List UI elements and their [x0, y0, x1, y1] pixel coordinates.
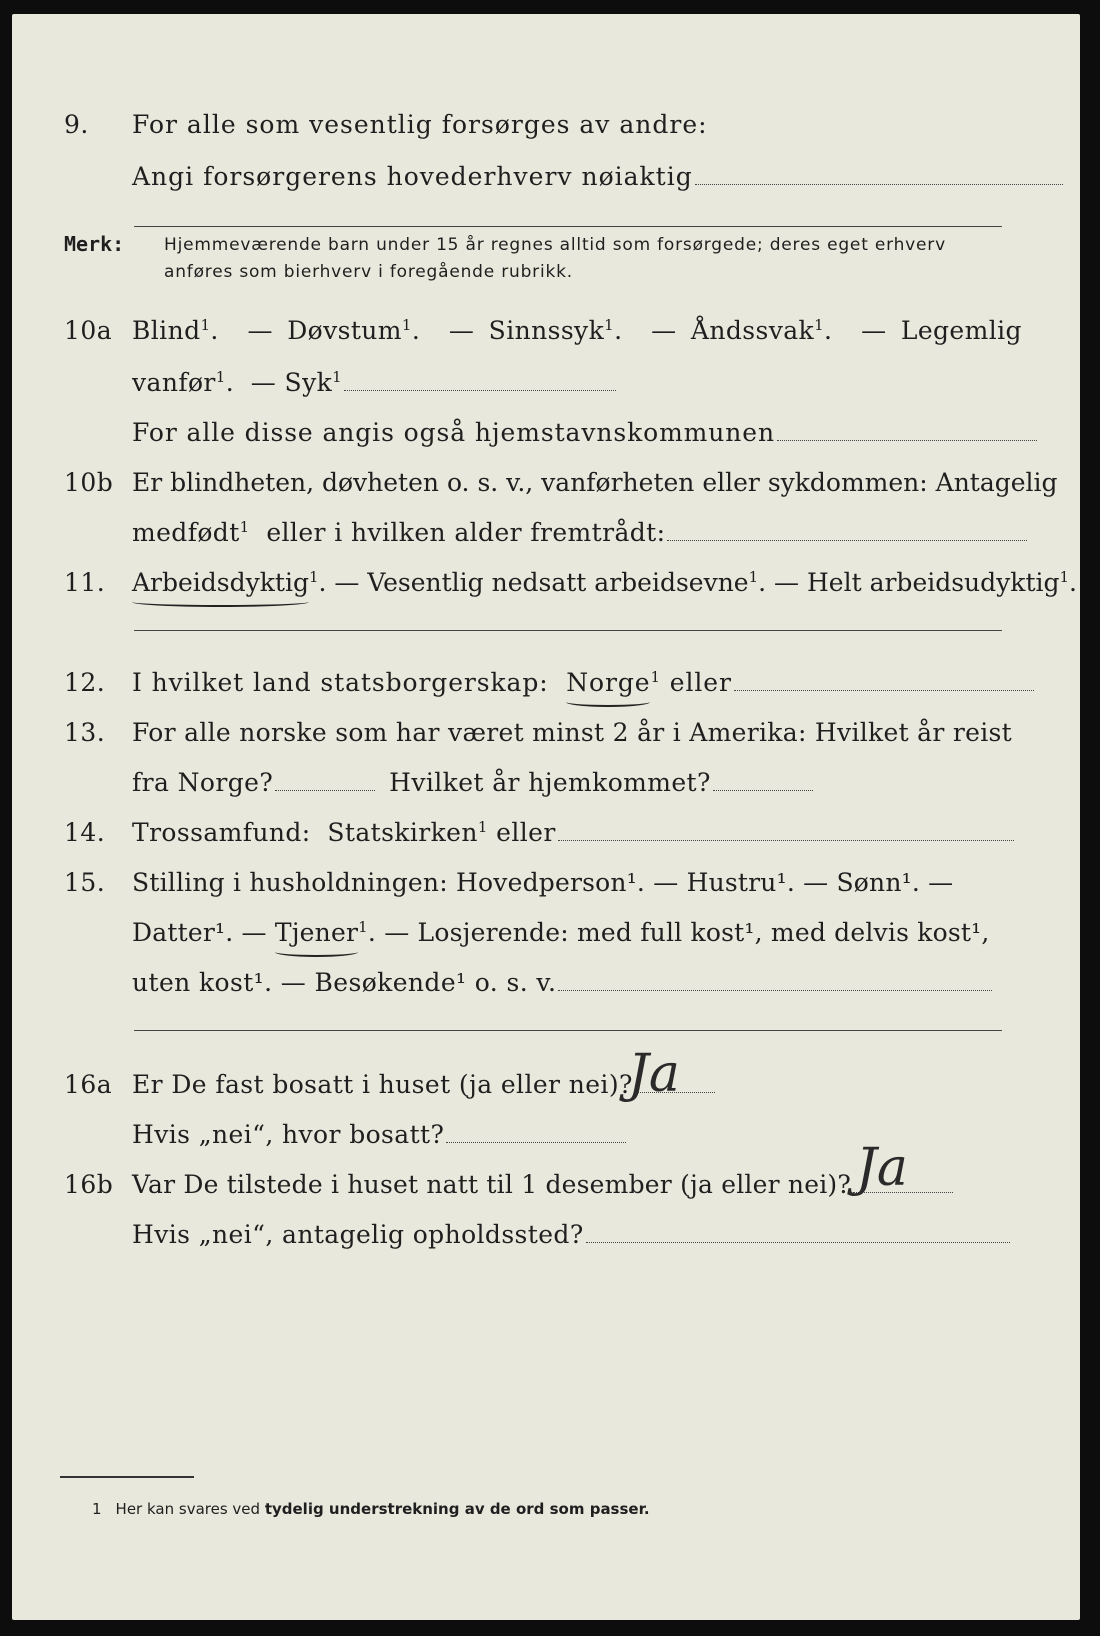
question-text-part: Hvilket år hjemkommet?: [389, 768, 711, 797]
answer-line[interactable]: [558, 840, 1014, 841]
question-number: 16a: [64, 1070, 113, 1099]
question-text: For alle som vesentlig forsørges av andre:: [132, 110, 708, 139]
footnote: [92, 1500, 650, 1518]
option-medfodt[interactable]: medfødt: [132, 518, 240, 547]
answer-line[interactable]: [134, 226, 1002, 227]
question-text: [132, 1220, 1010, 1249]
question-text-part: — Losjerende: med full kost¹, med delvis kost¹,: [384, 918, 990, 947]
footnote-ref: 1: [200, 316, 211, 334]
answer-line[interactable]: [275, 790, 375, 791]
answer-line[interactable]: [695, 184, 1063, 185]
option-vanfor[interactable]: vanfør: [132, 368, 216, 397]
option-arbeidsdyktig-underlined[interactable]: Arbeidsdyktig: [132, 568, 309, 597]
footnote-ref: 1: [748, 568, 759, 586]
question-text-part: Hvis „nei“, hvor bosatt?: [132, 1120, 445, 1149]
question-text: Blind$^1$. — Døvstum$^1$. — Sinnssyk$^1$. — Åndssvak$^1$. — Legemlig: [132, 316, 1022, 345]
answer-line[interactable]: [344, 390, 616, 391]
footnote-ref: 1: [650, 668, 661, 686]
option-norge-underlined[interactable]: Norge: [566, 668, 651, 697]
footnote-text: Her kan svares ved: [115, 1500, 261, 1518]
footnote-ref: 1: [477, 818, 488, 836]
question-text: [132, 518, 1027, 547]
question-text: vanfør$^1$. — Syk$^1$: [132, 368, 616, 397]
question-text: Datter¹. — Tjener$^1$. — Losjerende: med full kost¹, med delvis kost¹,: [132, 918, 990, 947]
option-syk[interactable]: — Syk: [250, 368, 333, 397]
answer-line[interactable]: [777, 440, 1037, 441]
question-text: [132, 1170, 953, 1199]
footnote-text-bold: tydelig understrekning av de ord som passer.: [264, 1500, 650, 1518]
question-text-part: Var De tilstede i huset natt til 1 desember (ja eller nei)?: [132, 1170, 851, 1199]
question-number: 10b: [64, 468, 114, 497]
question-text: For alle norske som har været minst 2 år i Amerika: Hvilket år reist: [132, 718, 1013, 747]
question-text: [132, 1120, 626, 1149]
footnote-ref: 1: [332, 368, 343, 386]
question-text-part: eller: [669, 668, 732, 697]
answer-line[interactable]: [586, 1242, 1010, 1243]
question-text-part: I hvilket land statsborgerskap:: [132, 668, 549, 697]
question-text-part: Trossamfund:: [132, 818, 311, 847]
footnote-ref: 1: [239, 518, 250, 536]
question-text: [132, 818, 1014, 847]
option-sinnssyk[interactable]: — Sinnssyk: [448, 316, 605, 345]
question-text: [132, 968, 992, 997]
question-number: 16b: [64, 1170, 114, 1199]
question-text-part: Datter¹. —: [132, 918, 267, 947]
option-andssvak[interactable]: — Åndssvak: [651, 316, 815, 345]
note-text: Hjemmeværende barn under 15 år regnes alltid som forsørgede; deres eget erhverv: [164, 235, 946, 255]
answer-line[interactable]: [558, 990, 992, 991]
answer-line[interactable]: [713, 790, 813, 791]
question-number: 14.: [64, 818, 106, 847]
question-text-part: eller i hvilken alder fremtrådt:: [266, 518, 666, 547]
footnote-marker: 1: [92, 1500, 102, 1518]
answer-line[interactable]: [446, 1142, 626, 1143]
answer-line[interactable]: [734, 690, 1034, 691]
footnote-ref: 1: [604, 316, 615, 334]
question-text: Er blindheten, døvheten o. s. v., vanførheten eller sykdommen: Antagelig: [132, 468, 1058, 497]
option-statskirken[interactable]: Statskirken: [327, 818, 478, 847]
footnote-ref: 1: [401, 316, 412, 334]
footnote-ref: 1: [358, 918, 368, 936]
question-text-part: uten kost¹. — Besøkende¹ o. s. v.: [132, 968, 557, 997]
option-tjener-underlined[interactable]: Tjener: [274, 918, 359, 947]
footnote-ref: 1: [215, 368, 226, 386]
question-text: Arbeidsdyktig$^1$. — Vesentlig nedsatt arbeidsevne$^1$. — Helt arbeidsudyktig$^1$.: [132, 568, 1077, 597]
question-text: [132, 418, 1037, 447]
option-nedsatt-arbeidsevne[interactable]: — Vesentlig nedsatt arbeidsevne: [334, 568, 749, 597]
handwritten-answer: Ja: [856, 1138, 908, 1198]
question-number: 13.: [64, 718, 106, 747]
handwritten-answer: Ja: [628, 1044, 680, 1104]
option-legemlig[interactable]: — Legemlig: [861, 316, 1022, 345]
question-text-part: Angi forsørgerens hovederhverv nøiaktig: [132, 162, 693, 191]
footnote-ref: 1: [814, 316, 825, 334]
census-form-page: [12, 14, 1080, 1620]
footnote-ref: 1: [308, 568, 319, 586]
option-arbeidsudyktig[interactable]: — Helt arbeidsudyktig: [774, 568, 1060, 597]
question-number: 12.: [64, 668, 106, 697]
question-text-part: Hvis „nei“, antagelig opholdssted?: [132, 1220, 584, 1249]
question-text-part: Er De fast bosatt i huset (ja eller nei)?: [132, 1070, 633, 1099]
question-text: [132, 768, 813, 797]
question-number: 15.: [64, 868, 106, 897]
footnote-rule: [60, 1476, 194, 1478]
question-text: [132, 668, 1034, 697]
question-text: [132, 162, 1063, 191]
question-text: Stilling i husholdningen: Hovedperson¹. — Hustru¹. — Sønn¹. —: [132, 868, 954, 897]
answer-line[interactable]: [134, 630, 1002, 631]
answer-line[interactable]: [667, 540, 1027, 541]
footnote-ref: 1: [1059, 568, 1070, 586]
note-label: Merk:: [64, 232, 125, 256]
question-number: 11.: [64, 568, 106, 597]
question-number: 10a: [64, 316, 113, 345]
option-blind[interactable]: Blind: [132, 316, 201, 345]
option-dovstum[interactable]: — Døvstum: [247, 316, 402, 345]
question-text-part: eller: [496, 818, 556, 847]
note-text: anføres som bierhverv i foregående rubrikk.: [164, 262, 573, 282]
question-text-part: fra Norge?: [132, 768, 274, 797]
question-number: 9.: [64, 110, 89, 139]
question-text-part: For alle disse angis også hjemstavnskommunen: [132, 418, 775, 447]
answer-line[interactable]: [134, 1030, 1002, 1031]
